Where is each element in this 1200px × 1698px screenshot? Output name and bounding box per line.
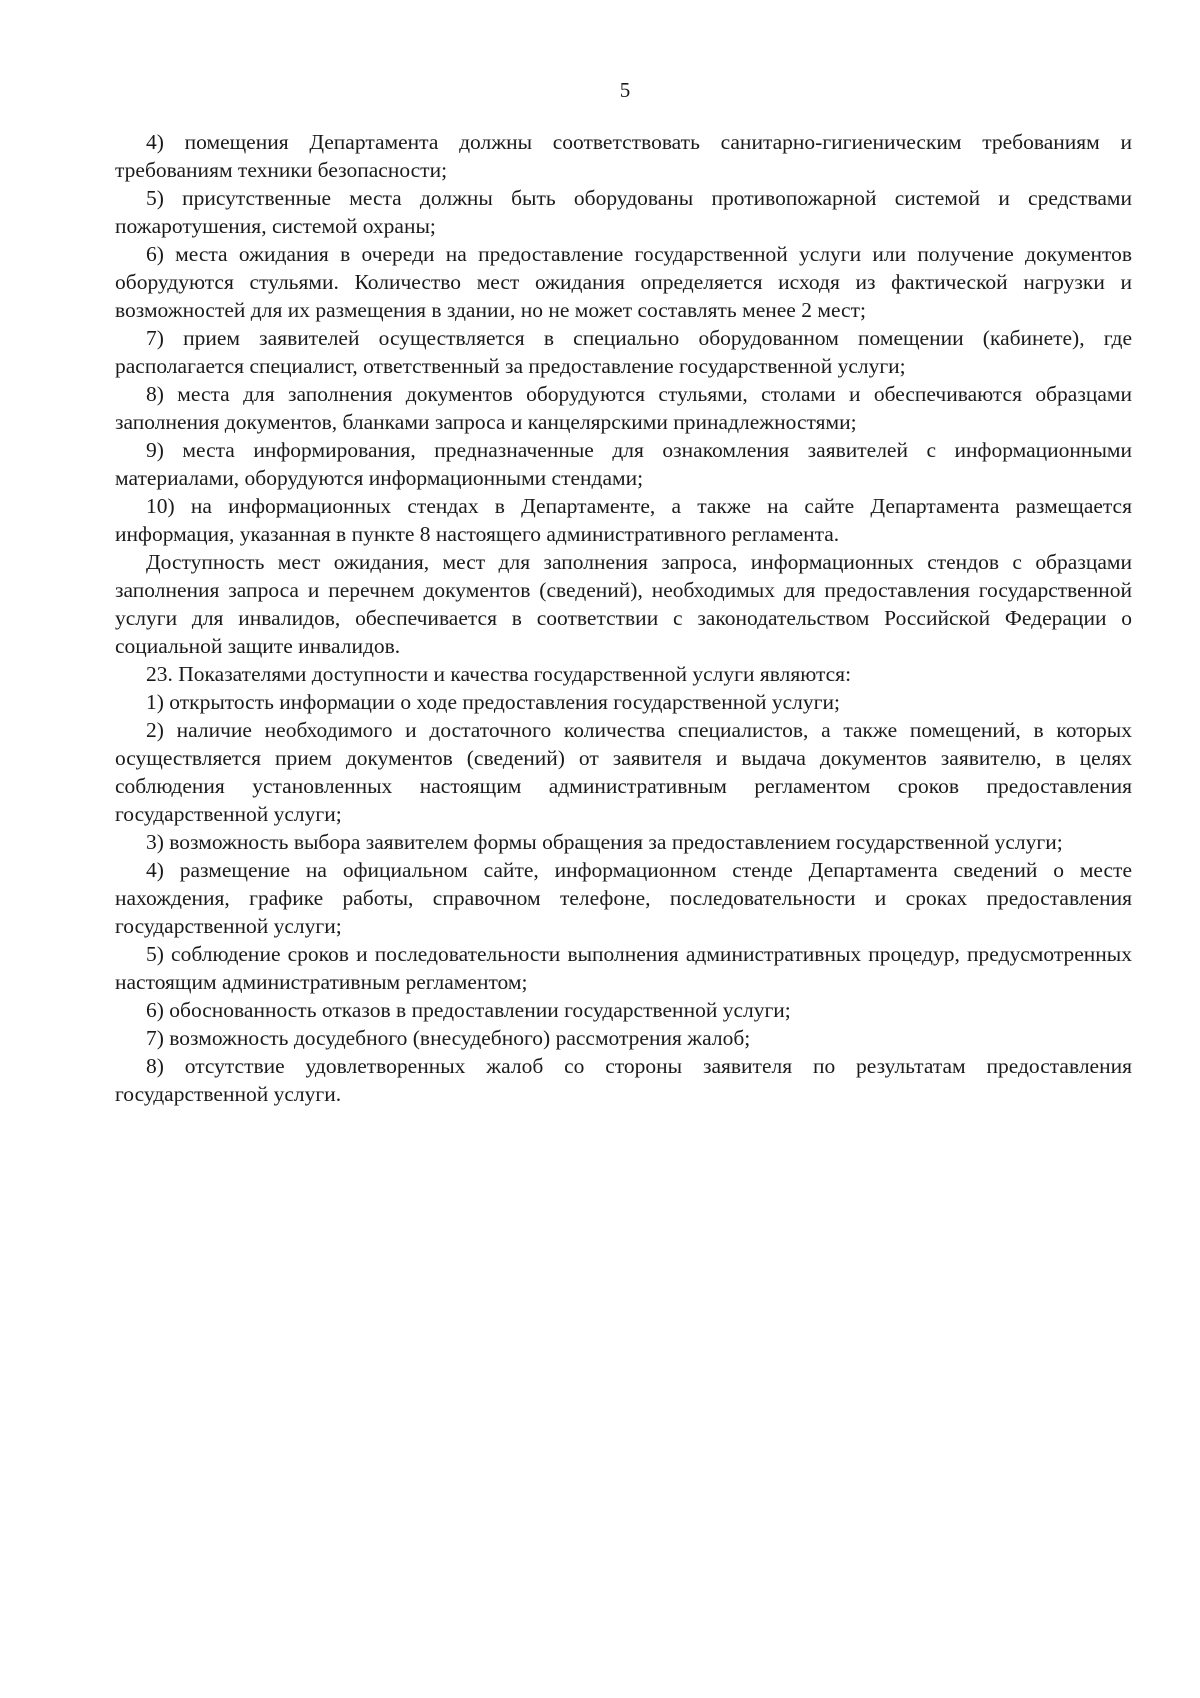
paragraph-indicator-6: 6) обоснованность отказов в предоставлении государственной услуги; [146,998,791,1022]
paragraph-item-6-waiting-places: 6) места ожидания в очереди на предоставление государственной услуги или получение документов оборудуются стульями. Количество мест ожидания определяется исходя из фактической нагрузки и возможностей для их размещения в здании, но не может составлять менее 2 мест; [115,242,1132,322]
paragraph-indicator-2: 2) наличие необходимого и достаточного количества специалистов, а также помещений, в которых осуществляется прием документов (сведений) от заявителя и выдача документов заявителю, в целях соблюдения установленных настоящим административным регламентом сроков предоставления государственной услуги; [115,718,1132,826]
paragraph-indicator-1: 1) открытость информации о ходе предоставления государственной услуги; [146,690,840,714]
paragraph-accessibility: Доступность мест ожидания, мест для заполнения запроса, информационных стендов с образцами заполнения запроса и перечнем документов (сведений), необходимых для предоставления государственной услуги для инвалидов, обеспечивается в соответствии с законодательством Российской Федерации о социальной защите инвалидов. [115,550,1132,658]
paragraph-item-5-fire-safety: 5) присутственные места должны быть оборудованы противопожарной системой и средствами пожаротушения, системой охраны; [115,186,1132,238]
paragraph-indicator-7: 7) возможность досудебного (внесудебного) рассмотрения жалоб; [146,1026,751,1050]
paragraph-item-4-premises: 4) помещения Департамента должны соответствовать санитарно-гигиеническим требованиям и требованиям техники безопасности; [115,130,1132,182]
paragraph-indicator-5: 5) соблюдение сроков и последовательности выполнения административных процедур, предусмотренных настоящим административным регламентом; [115,942,1132,994]
paragraph-indicator-8: 8) отсутствие удовлетворенных жалоб со стороны заявителя по результатам предоставления государственной услуги. [115,1054,1132,1106]
paragraph-item-10-info-stands: 10) на информационных стендах в Департаменте, а также на сайте Департамента размещается информация, указанная в пункте 8 настоящего административного регламента. [115,494,1132,546]
paragraph-item-7-reception: 7) прием заявителей осуществляется в специально оборудованном помещении (кабинете), где располагается специалист, ответственный за предоставление государственной услуги; [115,326,1132,378]
paragraph-item-9-info-places: 9) места информирования, предназначенные для ознакомления заявителей с информационными материалами, оборудуются информационными стендами; [115,438,1132,490]
paragraph-indicator-4: 4) размещение на официальном сайте, информационном стенде Департамента сведений о месте нахождения, графике работы, справочном телефоне, последовательности и сроках предоставления государственной услуги; [115,858,1132,938]
paragraph-item-8-filling-places: 8) места для заполнения документов оборудуются стульями, столами и обеспечиваются образцами заполнения документов, бланками запроса и канцелярскими принадлежностями; [115,382,1132,434]
paragraph-section-23: 23. Показателями доступности и качества государственной услуги являются: [146,662,852,686]
paragraph-indicator-3: 3) возможность выбора заявителем формы обращения за предоставлением государственной услуги; [146,830,1063,854]
page-number: 5 [619,78,631,102]
document-body [115,128,1132,1108]
